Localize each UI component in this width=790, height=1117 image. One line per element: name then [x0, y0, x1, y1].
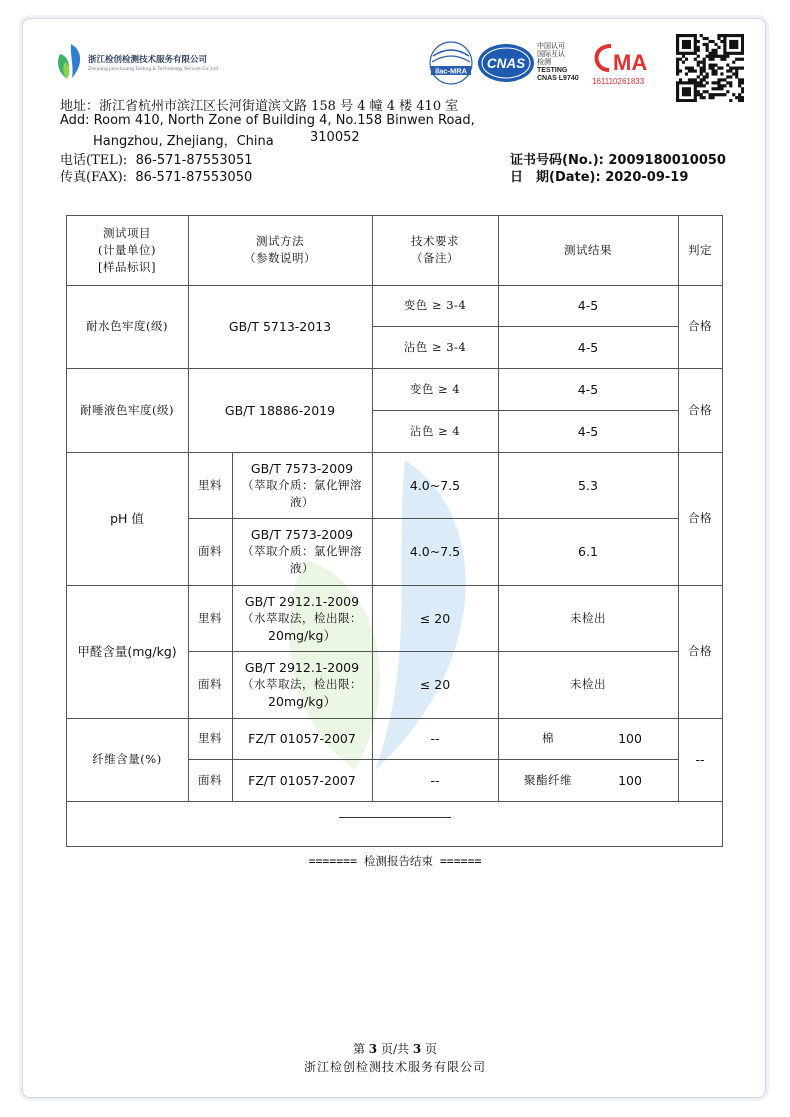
address-en-line1: Add: Room 410, North Zone of Building 4, No.158 Binwen Road, [60, 113, 475, 128]
page-suffix: 页 [425, 1042, 438, 1056]
company-name-cn: 浙江检创检测技术服务有限公司 [88, 55, 208, 65]
page-prefix: 第 [352, 1042, 365, 1056]
header-req-line1: 技术要求 [411, 234, 459, 248]
header-judgement: 判定 [688, 242, 712, 257]
row-fiber-method2: FZ/T 01057-2007 [248, 772, 356, 788]
page-number [0, 1040, 790, 1057]
cma-logo-icon [592, 46, 647, 86]
tel-label: 电话(TEL): [60, 153, 128, 168]
row-fiber-sub2: 面料 [198, 772, 222, 787]
page-current: 3 [368, 1042, 378, 1056]
row-formaldehyde-method1 [232, 585, 372, 651]
row-water-res2: 4-5 [577, 339, 599, 355]
svg-text:检测: 检测 [537, 58, 551, 66]
header-test-item [66, 215, 188, 285]
row-saliva-judge: 合格 [688, 402, 712, 417]
row-water-judge: 合格 [688, 319, 712, 333]
row-fiber-req1: -- [430, 731, 440, 746]
row-formaldehyde-res2: 未检出 [570, 677, 606, 691]
page-total: 3 [412, 1042, 422, 1056]
row-formaldehyde-judge: 合格 [688, 644, 712, 658]
header-test-method [188, 215, 372, 285]
svg-text:中国认可: 中国认可 [537, 42, 565, 50]
svg-text:MA: MA [613, 50, 648, 75]
formaldehyde-method2-std: GB/T 2912.1-2009 [244, 660, 360, 675]
date-value: 2020-09-19 [605, 170, 689, 185]
row-saliva-req1: 变色 ≥ 4 [409, 381, 461, 396]
header-item-line1: 测试项目 [103, 225, 151, 240]
row-fiber-res1-name: 棉 [542, 731, 554, 745]
address-en-line2: Hangzhou, Zhejiang，China [93, 134, 274, 149]
svg-text:TESTING: TESTING [537, 67, 568, 74]
row-fiber-item: 纤维含量(%) [92, 752, 162, 766]
page-mid: 页/共 [380, 1042, 410, 1056]
row-formaldehyde-req1: ≤ 20 [419, 610, 451, 626]
row-fiber-req2: -- [430, 772, 440, 788]
accreditation-marks [427, 40, 665, 86]
cert-label: 证书号码(No.): [510, 153, 604, 168]
header-item-line3: [样品标识] [98, 259, 156, 274]
ph-method2-note2: 液） [290, 561, 314, 575]
footer-company: 浙江检创检测技术服务有限公司 [303, 1060, 486, 1074]
fax-line [60, 166, 252, 185]
row-fiber-res2-name: 聚酯纤维 [524, 772, 572, 787]
header-method-line2: （参数说明） [244, 251, 316, 265]
address-cn: 地址：浙江省杭州市滨江区长河街道滨文路 158 号 4 幢 4 楼 410 室 [60, 99, 459, 114]
fax-label: 传真(FAX): [60, 170, 128, 185]
row-ph-method1 [232, 452, 372, 518]
row-ph-judge: 合格 [688, 511, 712, 525]
svg-text:CNAS L9740: CNAS L9740 [537, 75, 579, 82]
cnas-logo-icon [478, 41, 579, 82]
row-water-item: 耐水色牢度(级) [86, 319, 168, 333]
row-saliva-item: 耐唾液色牢度(级) [80, 402, 174, 417]
ph-method1-note: （萃取介质：氯化钾溶 [242, 477, 362, 492]
tel-value: 86-571-87553051 [135, 153, 253, 168]
formaldehyde-method2-limit: 20mg/kg） [268, 694, 336, 709]
formaldehyde-method1-note: （水萃取法，检出限： [242, 610, 362, 625]
svg-text:161110261833: 161110261833 [592, 77, 645, 86]
date-label: 日 期(Date): [510, 170, 601, 185]
header-result: 测试结果 [564, 242, 612, 257]
row-ph-req2: 4.0~7.5 [409, 544, 461, 559]
qr-code-icon [676, 34, 744, 102]
row-water-req1: 变色 ≥ 3-4 [403, 298, 467, 312]
ph-method1-note2: 液） [290, 494, 314, 509]
row-ph-item: pH 值 [110, 511, 144, 526]
row-formaldehyde-res1: 未检出 [570, 610, 606, 625]
ph-method1-std: GB/T 7573-2009 [250, 460, 354, 476]
row-ph-res1: 5.3 [578, 477, 598, 493]
company-name-en: Zhejiang Jianchuang Testing & Technology Service Co.,Ltd [88, 67, 219, 72]
header-requirement [372, 215, 498, 285]
header-req-line2: （备注） [411, 251, 459, 265]
formaldehyde-method1-std: GB/T 2912.1-2009 [244, 593, 360, 609]
leaf-logo-icon [54, 42, 88, 82]
row-fiber-res1-value: 100 [618, 731, 642, 746]
row-water-method: GB/T 5713-2013 [228, 319, 332, 334]
svg-text:ilac-MRA: ilac-MRA [434, 66, 468, 76]
ph-method2-std: GB/T 7573-2009 [250, 527, 354, 542]
row-ph-req1: 4.0~7.5 [409, 477, 461, 493]
formaldehyde-method2-note: （水萃取法，检出限： [242, 677, 362, 691]
row-saliva-res2: 4-5 [577, 423, 599, 439]
row-fiber-res2-value: 100 [618, 772, 642, 788]
report-end-marker: ======= 检测报告结束 ====== [308, 854, 482, 868]
row-saliva-method: GB/T 18886-2019 [224, 402, 336, 418]
row-formaldehyde-item: 甲醛含量(mg/kg) [77, 644, 177, 659]
row-fiber-method1: FZ/T 01057-2007 [248, 731, 356, 746]
row-ph-method2 [232, 518, 372, 585]
row-ph-res2: 6.1 [578, 544, 598, 559]
company-logo [54, 42, 254, 82]
svg-text:国际互认: 国际互认 [537, 50, 565, 58]
ph-method2-note: （萃取介质：氯化钾溶 [242, 544, 362, 558]
row-ph-sub2: 面料 [198, 544, 222, 558]
row-fiber-sub1: 里料 [198, 731, 222, 745]
fax-value: 86-571-87553050 [135, 170, 253, 185]
row-formaldehyde-method2 [232, 651, 372, 718]
test-results-table [66, 215, 723, 847]
row-formaldehyde-sub2: 面料 [198, 677, 222, 691]
header-method-line1: 测试方法 [256, 234, 304, 248]
row-saliva-req2: 沾色 ≥ 4 [409, 423, 461, 438]
formaldehyde-method1-limit: 20mg/kg） [268, 627, 336, 643]
row-ph-sub1: 里料 [198, 477, 222, 492]
row-saliva-res1: 4-5 [577, 381, 599, 397]
cert-value: 2009180010050 [608, 153, 726, 168]
row-water-req2: 沾色 ≥ 3-4 [403, 339, 467, 354]
ilac-mra-logo-icon [430, 42, 472, 84]
zip-code: 310052 [310, 130, 360, 145]
row-formaldehyde-sub1: 里料 [198, 610, 222, 625]
row-water-res1: 4-5 [577, 298, 599, 313]
report-date [510, 166, 688, 185]
header-item-line2: (计量单位) [98, 242, 156, 257]
row-fiber-judge: -- [695, 752, 705, 767]
svg-text:CNAS: CNAS [486, 56, 526, 71]
row-formaldehyde-req2: ≤ 20 [419, 677, 451, 692]
